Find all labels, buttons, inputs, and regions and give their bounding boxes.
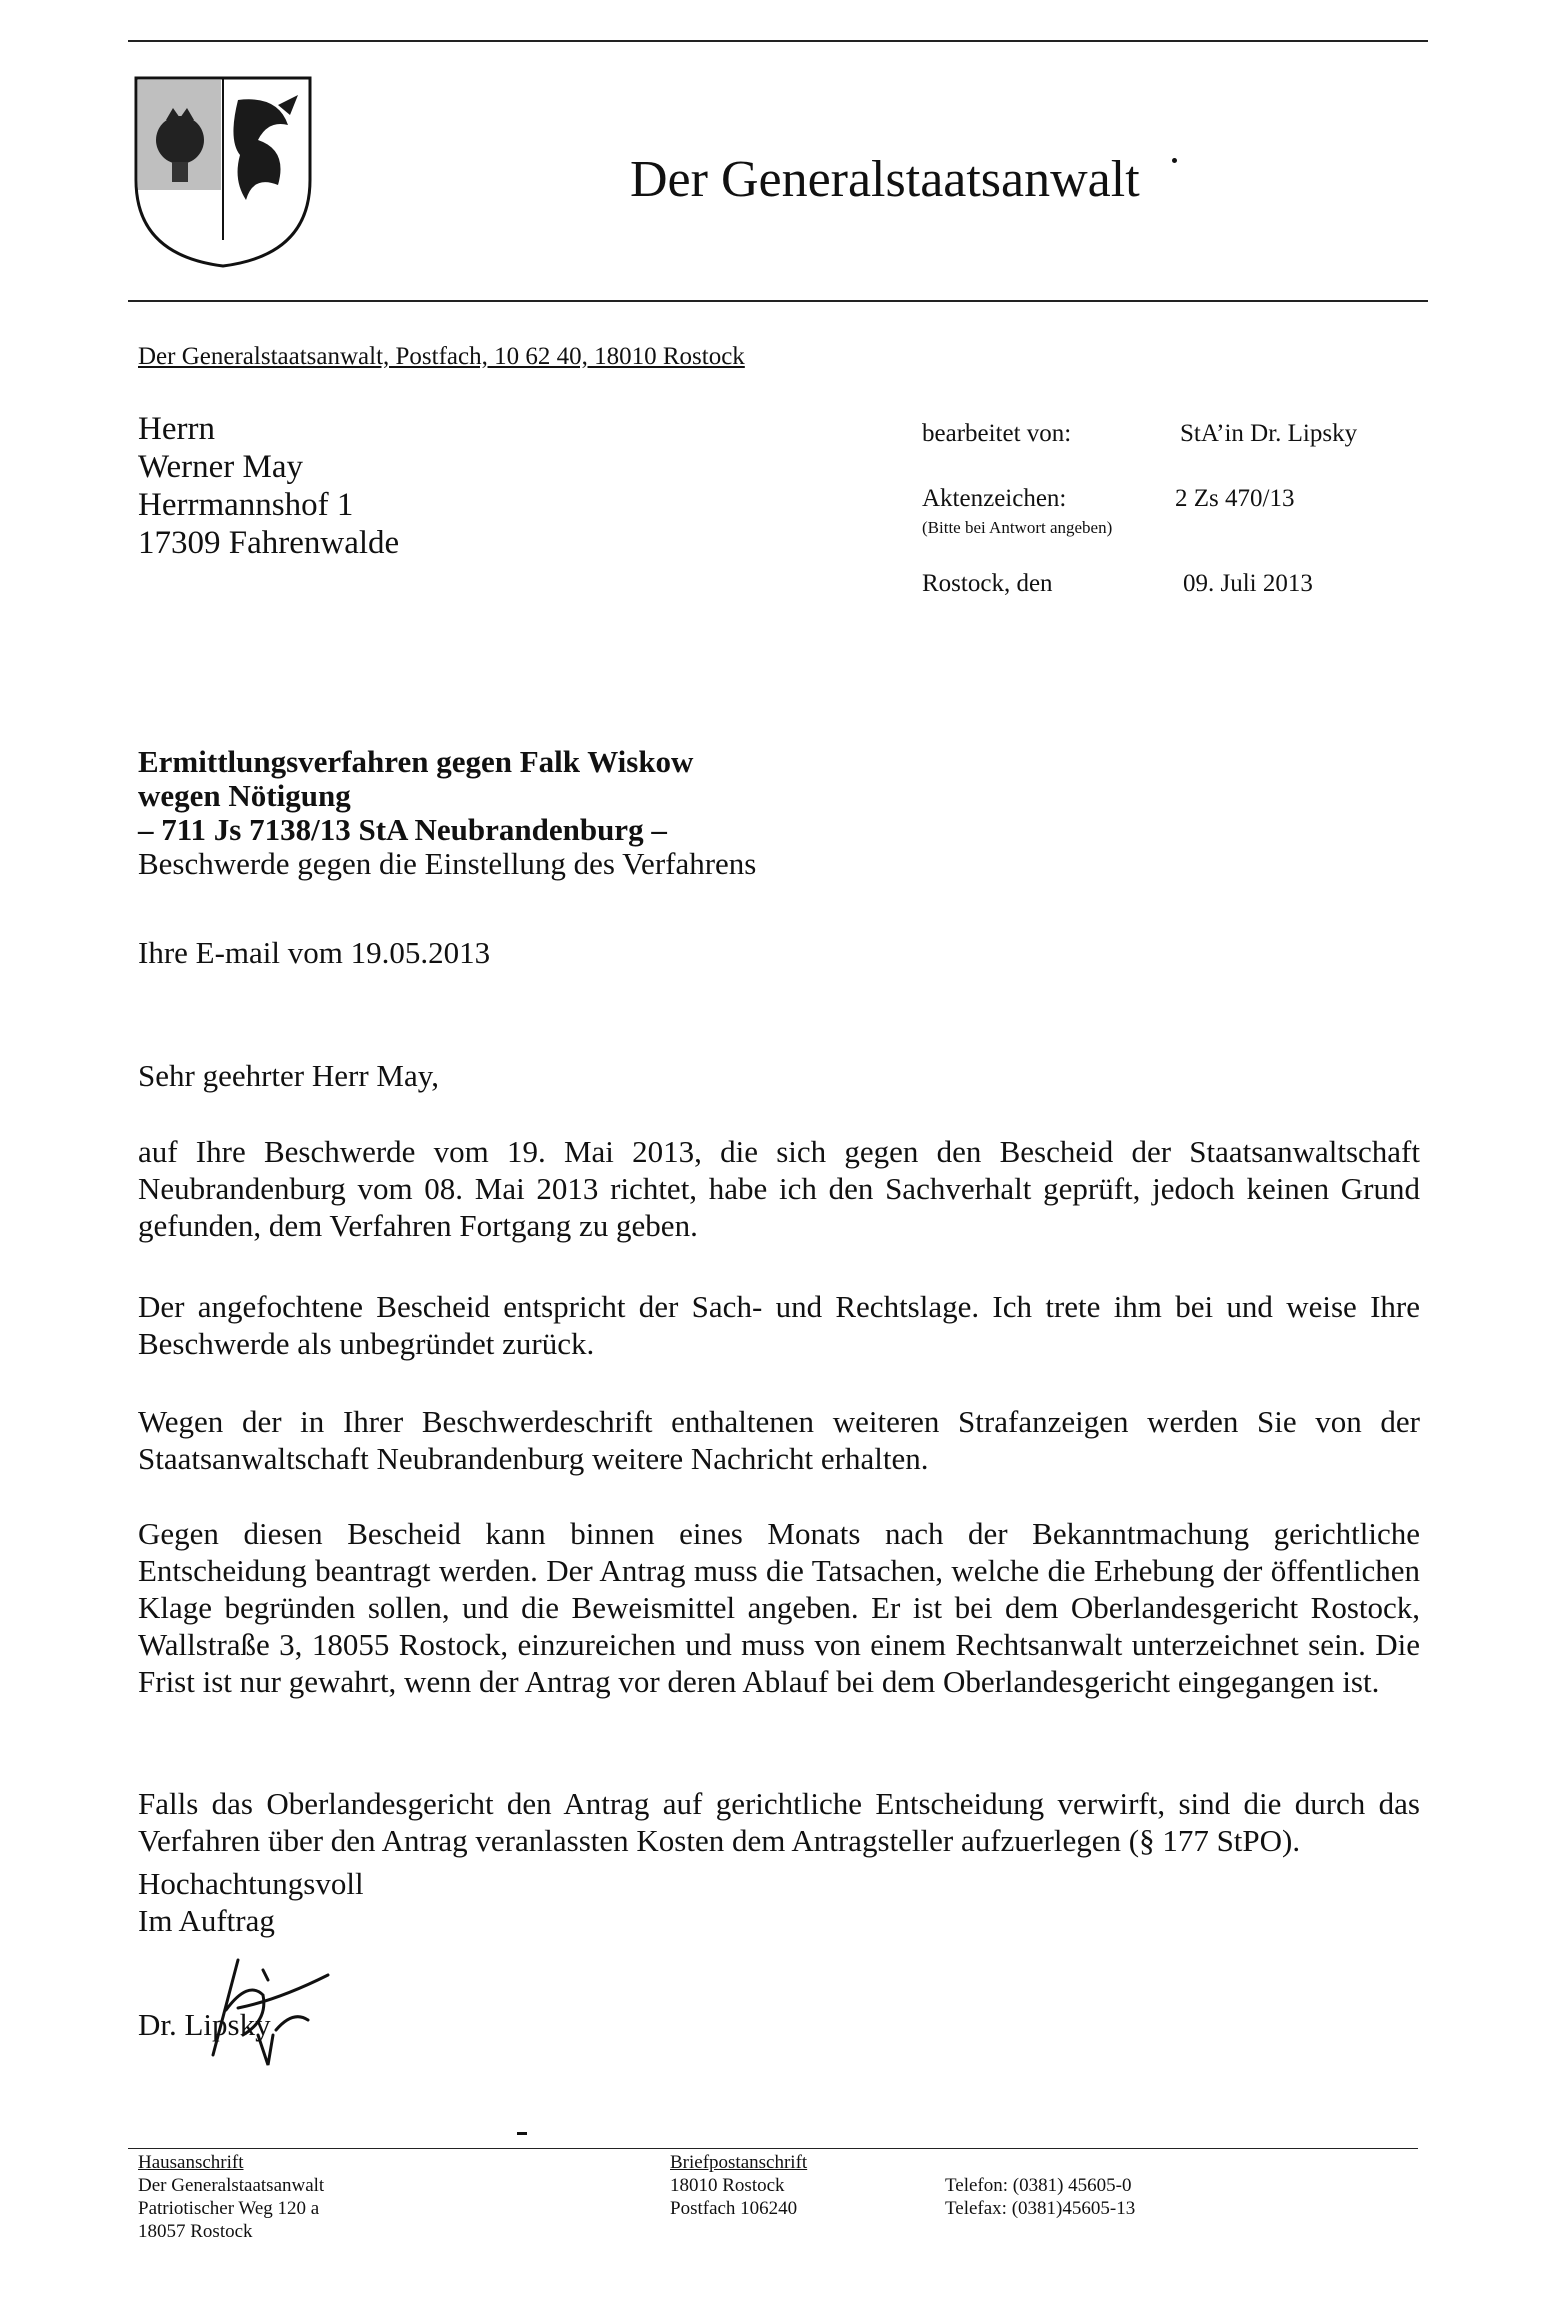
postal-address-line: Postfach 106240 — [670, 2198, 798, 2219]
top-rule — [128, 40, 1428, 42]
contact-numbers — [945, 2174, 1135, 2220]
recipient-line: 17309 Fahrenwalde — [138, 525, 400, 561]
handwritten-signature — [168, 1940, 368, 2070]
recipient-line: Herrmannshof 1 — [138, 487, 354, 523]
file-number-label: Aktenzeichen: — [922, 485, 1067, 512]
body-paragraph: Wegen der in Ihrer Beschwerdeschrift enthaltenen weiteren Strafanzeigen werden Sie von der Staatsanwaltschaft Neubrandenburg weitere Nachricht erhalten. — [138, 1404, 1420, 1476]
postal-address-heading: Briefpostanschrift — [670, 2152, 808, 2173]
place-date-label: Rostock, den — [922, 570, 1053, 597]
reference-line: Ihre E-mail vom 19.05.2013 — [138, 935, 491, 970]
mark-dot — [1172, 158, 1177, 163]
body-paragraph: Der angefochtene Bescheid entspricht der Sach- und Rechtslage. Ich trete ihm bei und weise Ihre Beschwerde als unbegründet zurück. — [138, 1289, 1420, 1361]
closing-block — [138, 1865, 364, 1939]
house-address-line: 18057 Rostock — [138, 2221, 253, 2242]
file-number-note: (Bitte bei Antwort angeben) — [922, 518, 1113, 537]
handled-by-value: StA’in Dr. Lipsky — [1180, 420, 1358, 447]
phone-number: Telefon: (0381) 45605-0 — [945, 2175, 1132, 2196]
postal-address-line: 18010 Rostock — [670, 2175, 785, 2196]
subject-line: Ermittlungsverfahren gegen Falk Wiskow — [138, 744, 694, 779]
body-paragraph: auf Ihre Beschwerde vom 19. Mai 2013, die sich gegen den Bescheid der Staatsanwaltschaft Neubrandenburg vom 08. Mai 2013 richtet, habe ich den Sachverhalt geprüft, jedoch keinen Grund gefunden, dem Verfahren Fortgang zu geben. — [138, 1134, 1420, 1243]
house-address-line: Patriotischer Weg 120 a — [138, 2198, 320, 2219]
closing-line: Im Auftrag — [138, 1903, 275, 1938]
body-paragraph: Gegen diesen Bescheid kann binnen eines Monats nach der Bekanntmachung gerichtliche Entscheidung beantragt werden. Der Antrag muss die Tatsachen, welche die Erhebung der öffentlichen Klage begründen sollen, und die Beweismittel angeben. Er ist bei dem Oberlandesgericht Rostock, Wallstraße 3, 18055 Rostock, einzureichen und muss von einem Rechtsanwalt unterzeichnet sein. Die Frist ist nur gewahrt, wenn der Antrag vor deren Ablauf bei dem Oberlandesgericht eingegangen ist. — [138, 1516, 1420, 1699]
postal-address — [670, 2151, 807, 2220]
header-rule — [128, 300, 1428, 302]
fax-number: Telefax: (0381)45605-13 — [945, 2198, 1136, 2219]
mark-dash — [517, 2132, 527, 2135]
handled-by-label: bearbeitet von: — [922, 420, 1072, 447]
footer-rule — [128, 2148, 1418, 2149]
closing-line: Hochachtungsvoll — [138, 1866, 364, 1901]
recipient-line: Herrn — [138, 411, 215, 447]
house-address-line: Der Generalstaatsanwalt — [138, 2175, 325, 2196]
salutation: Sehr geehrter Herr May, — [138, 1058, 439, 1093]
recipient-line: Werner May — [138, 449, 304, 485]
coat-of-arms-icon — [128, 70, 318, 270]
subject-block — [138, 745, 756, 881]
house-address-heading: Hausanschrift — [138, 2152, 244, 2173]
place-date-value: 09. Juli 2013 — [1183, 570, 1313, 597]
subject-line: – 711 Js 7138/13 StA Neubrandenburg – — [138, 812, 667, 847]
signature-name: Dr. Lipsky — [138, 2007, 271, 2042]
recipient-address — [138, 410, 399, 562]
subject-line: Beschwerde gegen die Einstellung des Verfahrens — [138, 846, 757, 881]
subject-line: wegen Nötigung — [138, 778, 351, 813]
return-address: Der Generalstaatsanwalt, Postfach, 10 62 40, 18010 Rostock — [138, 343, 745, 370]
file-number-value: 2 Zs 470/13 — [1175, 485, 1295, 512]
authority-title: Der Generalstaatsanwalt — [630, 151, 1140, 208]
body-paragraph: Falls das Oberlandesgericht den Antrag auf gerichtliche Entscheidung verwirft, sind die durch das Verfahren über den Antrag veranlassten Kosten dem Antragsteller aufzuerlegen (§ 177 StPO). — [138, 1786, 1420, 1858]
house-address — [138, 2151, 324, 2243]
